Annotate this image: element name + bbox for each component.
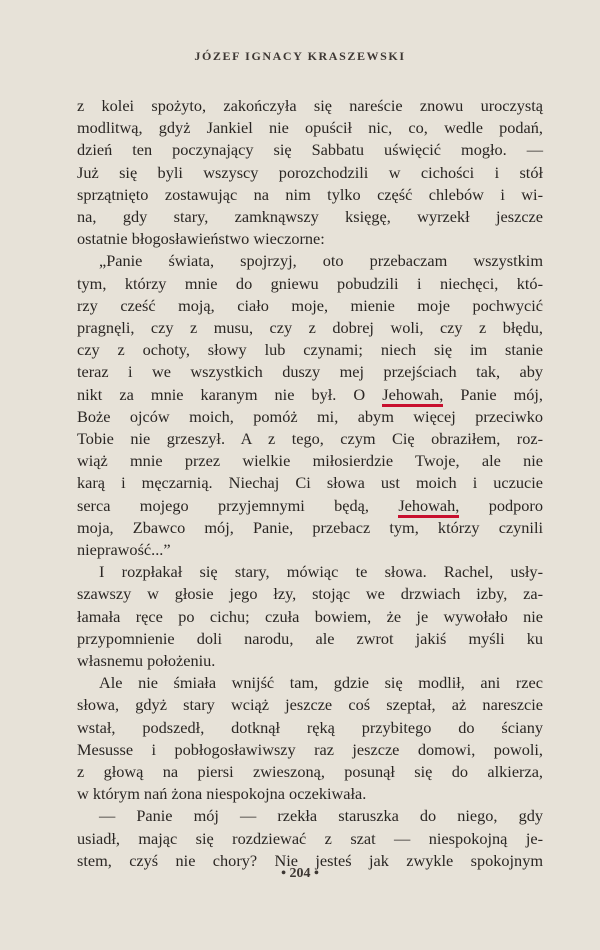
line-text: nikt za mnie karanym nie był. O bbox=[77, 384, 383, 404]
text-line: wiąż mnie przez wielkie miłosierdzie Twoje, ale nie bbox=[77, 451, 543, 471]
text-line: czy z ochoty, słowy lub czynami; niech się im stanie bbox=[77, 340, 543, 360]
text-line: słowa, gdyż stary wciąż jeszcze coś szeptał, aż nareszcie bbox=[77, 695, 543, 715]
page-number: • 204 • bbox=[281, 866, 319, 881]
text-line: ostatnie błogosławieństwo wieczorne: bbox=[77, 229, 325, 249]
text-line: na, gdy stary, zamknąwszy księgę, wyrzekł jeszcze bbox=[77, 207, 543, 226]
text-line: dzień ten poczynający się Sabbatu uświęcić mogło. — bbox=[77, 140, 543, 160]
underlined-word: Jehowah, bbox=[382, 385, 443, 407]
text-line: sprzątnięto zostawując na nim tylko część chlebów i wi- bbox=[77, 184, 543, 204]
text-line bbox=[77, 495, 543, 517]
line-text: serca mojego przyjemnymi będą, bbox=[77, 495, 399, 515]
line-text: Panie mój, bbox=[443, 384, 544, 404]
text-line: karą i męczarnią. Niechaj Ci słowa ust moich i uczucie bbox=[77, 473, 543, 493]
text-line: — Panie mój — rzekła staruszka do niego, gdy bbox=[99, 806, 543, 826]
text-line: łamała ręce po cichu; czuła bowiem, że je wywołało nie bbox=[77, 606, 543, 626]
line-text: podporo bbox=[459, 495, 543, 515]
text-line: w którym nań żona niespokojna oczekiwała. bbox=[77, 784, 367, 804]
text-line: nieprawość...” bbox=[77, 540, 171, 559]
text-line: wstał, podszedł, dotknął ręką przybitego do ściany bbox=[77, 717, 543, 737]
text-line: z kolei spożyto, zakończyła się nareście znowu uroczystą bbox=[77, 96, 543, 115]
text-line: Już się byli wszyscy porozchodzili w cichości i stół bbox=[77, 162, 543, 182]
text-line: moja, Zbawco mój, Panie, przebacz tym, którzy czynili bbox=[77, 517, 543, 537]
text-line: Mesusse i pobłogosławiwszy raz jeszcze domowi, powoli, bbox=[77, 739, 543, 759]
text-line: stem, czyś nie chory? Nie jesteś jak zwykle spokojnym bbox=[77, 850, 543, 870]
text-line: Tobie nie grzeszył. A z tego, czym Cię obraziłem, roz- bbox=[77, 429, 543, 448]
text-line: szawszy w głosie jego łzy, stojąc we drzwiach izby, za- bbox=[77, 584, 543, 604]
text-line bbox=[77, 384, 543, 406]
text-line: usiadł, mając się rozdziewać z szat — niespokojną je- bbox=[77, 828, 543, 848]
text-line: Ale nie śmiała wnijść tam, gdzie się modlił, ani rzec bbox=[99, 673, 543, 693]
underlined-word: Jehowah, bbox=[398, 496, 459, 518]
text-line: własnemu położeniu. bbox=[77, 651, 216, 670]
text-line: „Panie świata, spojrzyj, oto przebaczam wszystkim bbox=[99, 251, 543, 271]
text-line: tym, którzy mnie do gniewu pobudzili i niechęci, któ- bbox=[77, 273, 543, 293]
running-header: JÓZEF IGNACY KRASZEWSKI bbox=[194, 49, 406, 63]
text-line: przypomnienie doli narodu, ale zwrot jakiś myśli ku bbox=[77, 628, 543, 648]
text-line: modlitwą, gdyż Jankiel nie opuścił nic, co, wedle podań, bbox=[77, 118, 543, 138]
text-line: pragnęli, czy z musu, czy z dobrej woli, czy z błędu, bbox=[77, 318, 543, 337]
text-line: z głową na piersi zwieszoną, posunął się do alkierza, bbox=[77, 762, 543, 781]
text-line: I rozpłakał się stary, mówiąc te słowa. Rachel, usły- bbox=[99, 562, 543, 582]
text-line: teraz i we wszystkich duszy mej przejściach tak, aby bbox=[77, 362, 543, 382]
text-line: Boże ojców moich, pomóż mi, abym więcej przeciwko bbox=[77, 406, 543, 426]
text-line: rzy cześć moją, ciało moje, mienie moje pochwycić bbox=[77, 295, 543, 315]
